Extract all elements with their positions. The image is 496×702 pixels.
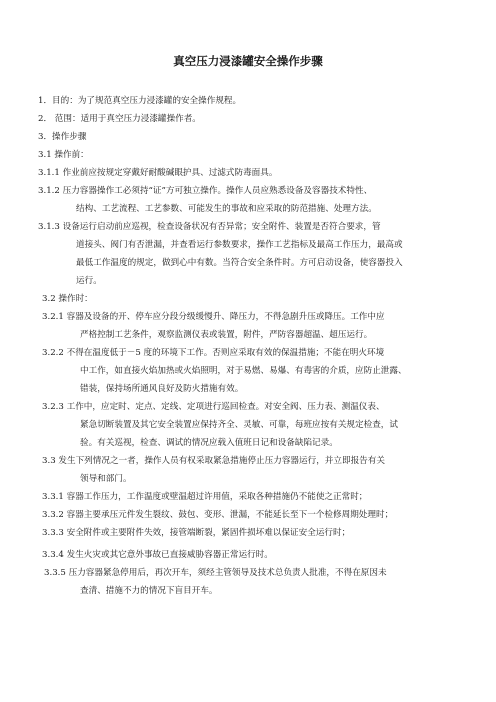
text-line-3-1: 3.1 操作前： xyxy=(38,150,89,160)
text-line-3-2: 3.2 操作时： xyxy=(42,294,93,304)
text-line-3-1-3-cont-3: 运行。 xyxy=(76,276,102,286)
text-line-3-2-3-cont-1: 紧急切断装置及其它安全装置应保持齐全、灵敏、可靠，每班应按有关规定检查，试 xyxy=(80,420,398,430)
text-line-3-3-2: 3.3.2 容器主要承压元件发生裂纹、鼓包、变形、泄漏，不能延长至下一个检修周期处理时； xyxy=(42,510,394,520)
text-line-3-1-2-cont: 结构、工艺流程、工艺参数、可能发生的事故和应采取的防范措施、处理方法。 xyxy=(76,204,377,214)
text-line-3-1-2: 3.1.2 压力容器操作工必须持“证”方可独立操作。操作人员应熟悉设备及容器技术特性、 xyxy=(38,186,373,196)
text-line-3-1-3-cont-1: 道接头、阀门有否泄漏，并查看运行参数要求，操作工艺指标及最高工作压力，最高或 xyxy=(76,240,403,250)
text-line-3-3: 3.3 发生下列情况之一者，操作人员有权采取紧急措施停止压力容器运行，并立即报告有关 xyxy=(42,456,385,466)
text-line-3-3-5: 3.3.5 压力容器紧急停用后，再次开车，须经主管领导及技术总负责人批准，不得在原因未 xyxy=(44,568,387,578)
text-line-3-3-3: 3.3.3 安全附件或主要附件失效，接管端断裂，紧固件损坏难以保证安全运行时； xyxy=(42,528,351,538)
text-line-3-3-5-cont: 查清、措施不力的情况下盲目开车。 xyxy=(80,586,218,596)
text-line-3-3-1: 3.3.1 容器工作压力，工作温度或壁温超过许用值，采取各种措施仍不能使之正常时； xyxy=(42,492,368,502)
text-line-steps-heading: 3．操作步骤 xyxy=(38,132,87,142)
document-title: 真空压力浸漆罐安全操作步骤 xyxy=(173,54,323,68)
text-line-3-2-1-cont: 严格控制工艺条件，观察监测仪表或装置，附件，严防容器超温、超压运行。 xyxy=(80,330,373,340)
text-line-3-2-2-cont-2: 错装，保持场所通风良好及防火措施有效。 xyxy=(80,384,244,394)
text-line-3-2-3-cont-2: 验。有关巡视，检查、调试的情况应载入值班日记和设备缺陷记录。 xyxy=(80,438,338,448)
text-line-3-1-1: 3.1.1 作业前应按规定穿戴好耐酸碱眼护具、过滤式防毒面具。 xyxy=(38,168,278,178)
text-line-3-1-3-cont-2: 最低工作温度的规定，做到心中有数。当符合安全条件时。方可启动设备，使容器投入 xyxy=(76,258,403,268)
text-line-3-3-cont: 领导和部门。 xyxy=(80,474,132,484)
text-line-3-1-3: 3.1.3 设备运行启动前应巡视，检查设备状况有否异常；安全附件、装置是否符合要求，管 xyxy=(38,222,381,232)
text-line-3-3-4: 3.3.4 发生火灾或其它意外事故已直接威胁容器正常运行时。 xyxy=(42,550,273,560)
text-line-3-2-2: 3.2.2 不得在温度低于－5 度的环境下工作。否则应采取有效的保温措施；不能在明火环境 xyxy=(42,348,385,358)
text-line-3-2-2-cont-1: 中工作，如直接火焰加热或火焰照明，对于易燃、易爆、有毒害的介质，应防止泄露、 xyxy=(80,366,407,376)
text-line-scope: 2． 范围：适用于真空压力浸漆罐操作者。 xyxy=(38,114,201,124)
text-line-purpose: 1．目的：为了规范真空压力浸漆罐的安全操作规程。 xyxy=(38,96,242,106)
text-line-3-2-3: 3.2.3 工作中，应定时、定点、定线、定项进行巡回检查。对安全阀、压力表、测温仪表、 xyxy=(42,402,385,412)
text-line-3-2-1: 3.2.1 容器及设备的开、停车应分段分级缓慢升、降压力，不得急剧升压或降压。工作中应 xyxy=(42,312,385,322)
